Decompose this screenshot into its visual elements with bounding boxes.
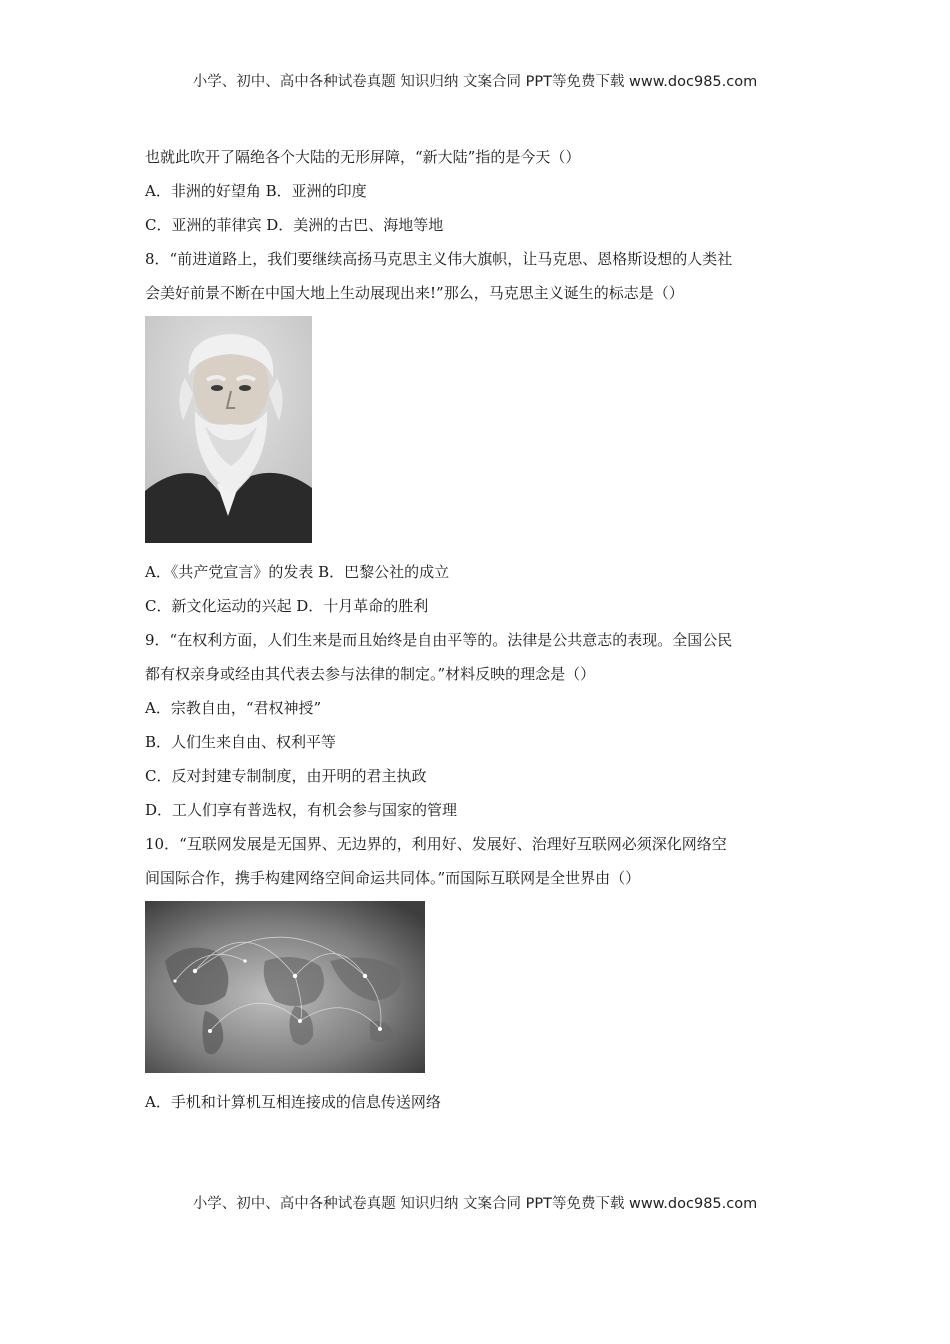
q8-options-cd: C．新文化运动的兴起 D．十月革命的胜利 <box>145 597 429 615</box>
q7-options-cd: C．亚洲的菲律宾 D．美洲的古巴、海地等地 <box>145 216 444 234</box>
q8-options-ab: A．《共产党宣言》的发表 B．巴黎公社的成立 <box>145 563 450 581</box>
page-footer: 小学、初中、高中各种试卷真题 知识归纳 文案合同 PPT等免费下载 www.doc985.com <box>192 1196 758 1212</box>
q8-stem-line1: 8．“前进道路上，我们要继续高扬马克思主义伟大旗帜，让马克思、恩格斯设想的人类社 <box>145 250 733 268</box>
q7-stem-continuation: 也就此吹开了隔绝各个大陆的无形屏障，“新大陆”指的是今天（） <box>145 148 581 166</box>
q10-option-a: A．手机和计算机互相连接成的信息传送网络 <box>145 1093 441 1111</box>
q8-figure <box>145 316 815 543</box>
q9-stem-line1: 9．“在权利方面，人们生来是而且始终是自由平等的。法律是公共意志的表现。全国公民 <box>145 631 733 649</box>
q7-options-ab: A．非洲的好望角 B．亚洲的印度 <box>145 182 367 200</box>
q9-option-c: C．反对封建专制制度，由开明的君主执政 <box>145 767 427 785</box>
marx-portrait-image <box>145 316 312 543</box>
q9-option-d: D．工人们享有普选权，有机会参与国家的管理 <box>145 801 458 819</box>
page-header: 小学、初中、高中各种试卷真题 知识归纳 文案合同 PPT等免费下载 www.doc985.com <box>192 74 758 90</box>
q10-stem-line1: 10．“互联网发展是无国界、无边界的，利用好、发展好、治理好互联网必须深化网络空 <box>145 835 727 853</box>
q8-stem-line2: 会美好前景不断在中国大地上生动展现出来!”那么，马克思主义诞生的标志是（） <box>145 284 684 302</box>
exam-content <box>145 140 815 1119</box>
q9-option-b: B．人们生来自由、权利平等 <box>145 733 337 751</box>
internet-world-map-image <box>145 901 425 1073</box>
q9-stem-line2: 都有权亲身或经由其代表去参与法律的制定。”材料反映的理念是（） <box>145 665 596 683</box>
q10-figure <box>145 901 815 1073</box>
q9-option-a: A．宗教自由，“君权神授” <box>145 699 322 717</box>
q10-stem-line2: 间国际合作，携手构建网络空间命运共同体。”而国际互联网是全世界由（） <box>145 869 641 887</box>
